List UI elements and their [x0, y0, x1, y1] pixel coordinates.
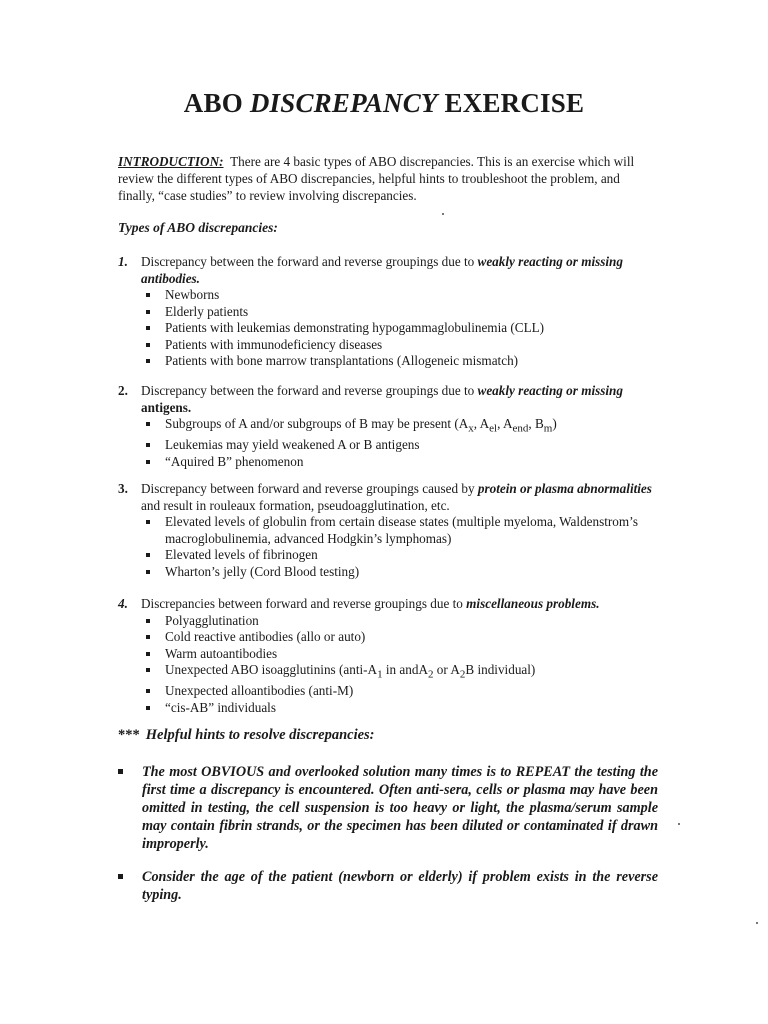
list-item: Patients with leukemias demonstrating hypogammaglobulinemia (CLL) [142, 320, 653, 337]
hints-stars: *** [118, 727, 140, 743]
list-item-isoagglutinins: Unexpected ABO isoagglutinins ($anti-A_1$ in andA$_2$ or $A_2B$ individual) [142, 662, 653, 683]
hint-item-1 [118, 763, 658, 853]
hint-text: Consider the age of the patient (newborn or elderly) if problem exists in the reverse typing. [142, 869, 658, 903]
type-emphasis: weakly reacting or missing antibodies. [141, 254, 623, 286]
bullet-square-icon [118, 769, 123, 774]
list-item: Elevated levels of fibrinogen [142, 547, 653, 564]
type-bullets [142, 416, 653, 470]
list-item-subgroups: Subgroups of A and/or subgroups of B may be present ($A_x$, $A_{el}$, $A_{end}$, $B_m$) [142, 416, 653, 437]
type-item-1 [118, 254, 653, 370]
type-text-continued: and result in rouleaux formation, pseudoagglutination, etc. [141, 497, 450, 513]
scan-speck [442, 213, 444, 215]
list-item: Newborns [142, 287, 653, 304]
type-emphasis: weakly reacting or missing [477, 383, 623, 398]
bullet-square-icon [118, 874, 123, 879]
type-text: Discrepancy between the forward and reverse groupings due to [141, 254, 478, 269]
type-bullets [142, 287, 653, 370]
title-part-abo: ABO [183, 88, 250, 118]
types-heading: Types of ABO discrepancies: [118, 220, 278, 235]
list-item: Warm autoantibodies [142, 646, 653, 663]
title-part-exercise: EXERCISE [437, 88, 585, 118]
list-item: Patients with bone marrow transplantations (Allogeneic mismatch) [142, 353, 653, 370]
list-item: “Aquired B” phenomenon [142, 454, 653, 471]
type-bold-word: antigens. [141, 399, 192, 415]
document-title [0, 88, 768, 119]
hints-heading-text: Helpful hints to resolve discrepancies: [145, 727, 375, 743]
title-part-discrepancy: DISCREPANCY [249, 88, 438, 118]
type-item-3 [118, 481, 653, 580]
hints-heading [118, 727, 375, 744]
list-item: Unexpected alloantibodies (anti-M) [142, 683, 653, 700]
type-number: 4. [118, 596, 128, 611]
list-item: Leukemias may yield weakened A or B antigens [142, 437, 653, 454]
introduction-text: There are 4 basic types of ABO discrepancies. This is an exercise which will review the different types of ABO discrepancies, helpful hints to troubleshoot the problem, and finally, “case studies” to review involving discrepancies. [118, 154, 635, 203]
scan-speck [756, 922, 758, 924]
type-number: 1. [118, 254, 128, 269]
type-emphasis: miscellaneous problems. [466, 596, 600, 611]
type-bullets [142, 613, 653, 717]
type-text: Discrepancy between forward and reverse groupings caused by [141, 481, 478, 496]
list-item: Patients with immunodeficiency diseases [142, 337, 653, 354]
type-number: 2. [118, 383, 128, 398]
list-item: Elevated levels of globulin from certain disease states (multiple myeloma, Waldenstrom’s macroglobulinemia, advanced Hodgkin’s lymphomas) [142, 514, 653, 547]
hint-text: The most OBVIOUS and overlooked solution many times is to REPEAT the testing the first time a discrepancy is encountered. Often anti-sera, cells or plasma may have been omitted in testing, the cell suspension is too heavy or light, the plasma/serum sample may contain fibrin strands, or the specimen has been diluted or contaminated if drawn improperly. [142, 764, 658, 852]
hint-item-2 [118, 868, 658, 904]
type-item-4 [118, 596, 653, 716]
list-item: Polyagglutination [142, 613, 653, 630]
list-item: Elderly patients [142, 304, 653, 321]
introduction-paragraph [118, 153, 658, 204]
type-number: 3. [118, 481, 128, 496]
scan-speck [678, 823, 680, 825]
type-text: Discrepancy between the forward and reverse groupings due to [141, 383, 478, 398]
type-item-2 [118, 383, 653, 470]
list-item: Wharton’s jelly (Cord Blood testing) [142, 564, 653, 581]
list-item: Cold reactive antibodies (allo or auto) [142, 629, 653, 646]
type-emphasis: protein or plasma abnormalities [477, 481, 652, 496]
list-item: “cis-AB” individuals [142, 700, 653, 717]
type-text: Discrepancies between forward and reverse groupings due to [141, 596, 467, 611]
introduction-label: INTRODUCTION: [118, 154, 224, 169]
type-bullets [142, 514, 653, 580]
